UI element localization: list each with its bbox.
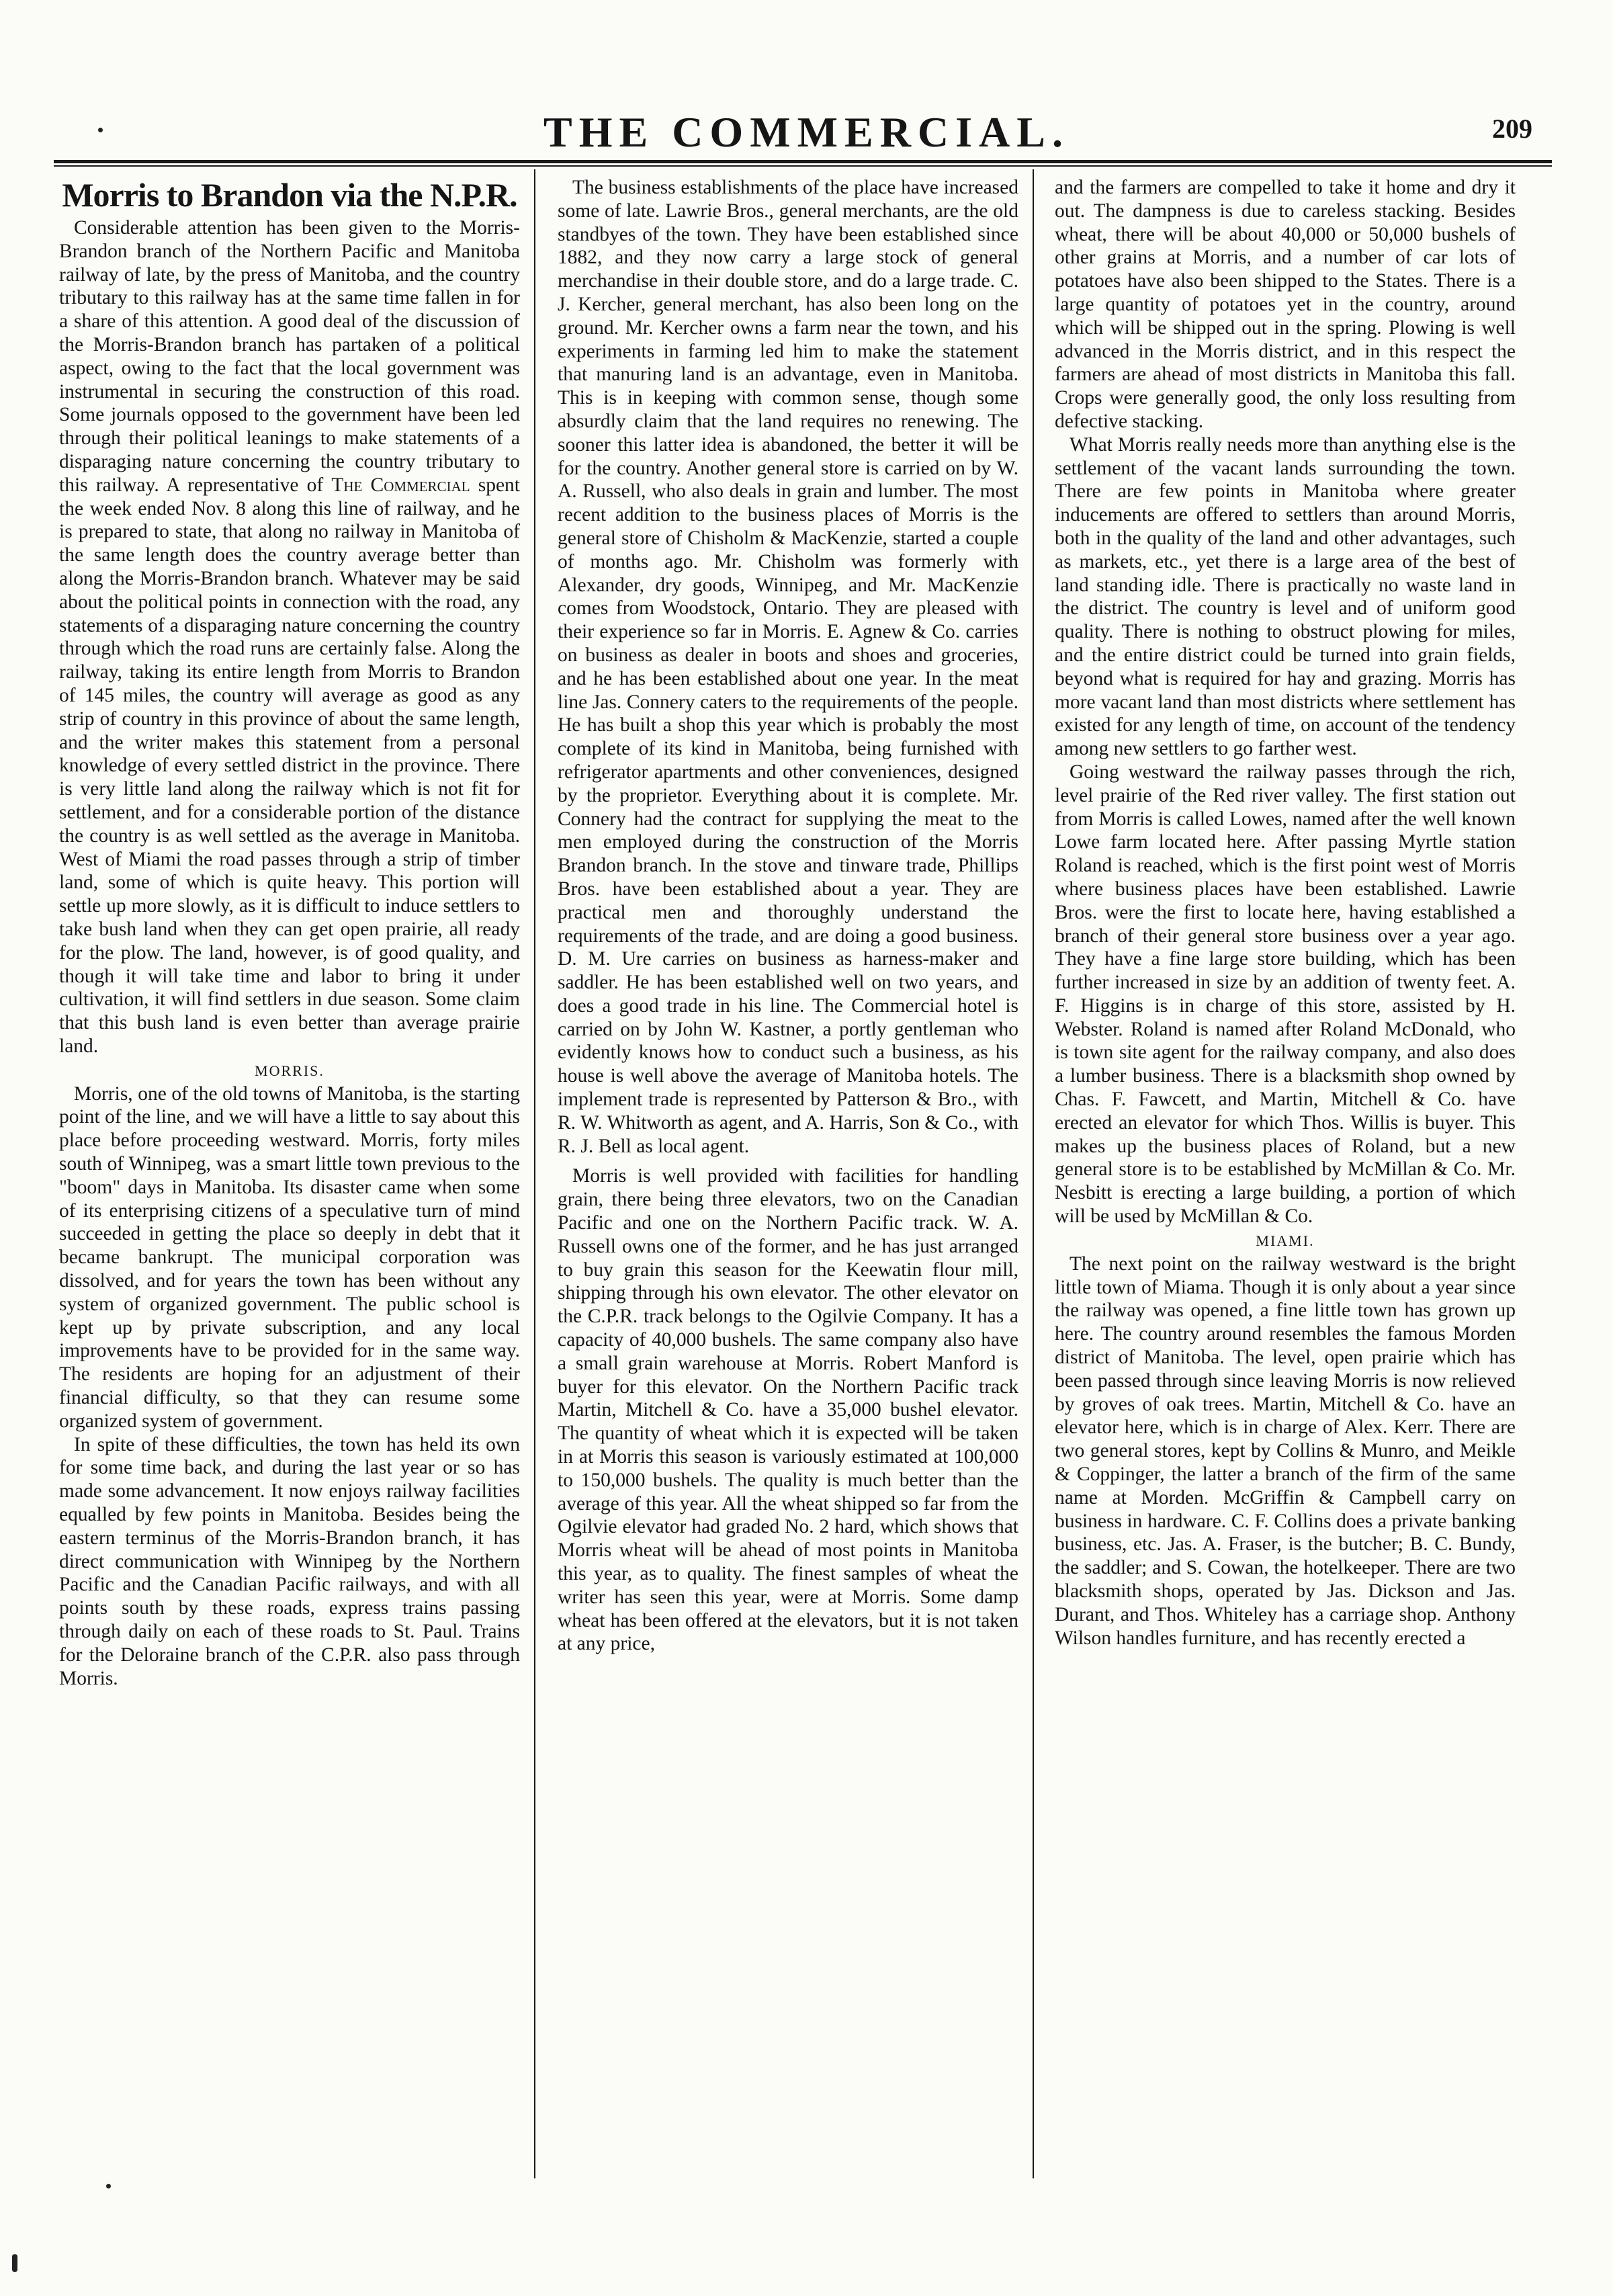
header-rule-thin [54,165,1552,167]
article-title: Morris to Brandon via the N.P.R. [62,176,517,214]
paragraph: What Morris really needs more than anything else is the settlement of the vacant lands surrounding the town. There are few points in Manitoba where greater inducements are offered to settlers than around Morris, both in the quality of the land and other advantages, such as markets, etc., yet there is a large area of the best of land standing idle. There is practically no waste land in the district. The country is level and of uniform good quality. There is nothing to obstruct plowing for miles, and the entire district could be turned into grain fields, beyond what is required for hay and grazing. Morris has more vacant land than most districts where settlement has existed for any length of time, on account of the tendency among new settlers to go farther west. [1055,433,1516,760]
column-1 [59,176,520,2199]
paragraph: The next point on the railway westward is the bright little town of Miama. Though it is only about a year since the railway was opened, a fine little town has grown up here. The country around resembles the famous Morden district of Manitoba. The level, open prairie which has been passed through since leaving Morris is now relieved by groves of oak trees. Martin, Mitchell & Co. have an elevator here, which is in charge of Alex. Kerr. There are two general stores, kept by Collins & Munro, and Meikle & Coppinger, the latter a branch of the firm of the same name at Morden. McGriffin & Campbell carry on business in hardware. C. F. Collins does a private banking business, etc. Jas. A. Fraser, is the butcher; B. C. Bundy, the saddler; and S. Cowan, the hotelkeeper. There are two blacksmith shops, operated by Jas. Dickson and Jas. Durant, and Thos. Whiteley has a carriage shop. Anthony Wilson handles furniture, and has recently erected a [1055,1252,1516,1649]
paragraph: The business establishments of the place have increased some of late. Lawrie Bros., general merchants, are the old standbyes of the town. They have been established since 1882, and they now carry a large stock of general merchandise in their double store, and do a large trade. C. J. Kercher, general merchant, has also been long on the ground. Mr. Kercher owns a farm near the town, and his experiments in farming led him to make the statement that manuring land is an advantage, even in Manitoba. This is in keeping with common sense, though some absurdly claim that the land requires no renewing. The sooner this latter idea is abandoned, the better it will be for the country. Another general store is carried on by W. A. Russell, who also deals in grain and lumber. The most recent addition to the business places of Morris is the general store of Chisholm & MacKenzie, started a couple of months ago. Mr. Chisholm was formerly with Alexander, dry goods, Winnipeg, and Mr. MacKenzie comes from Woodstock, Ontario. They are pleased with their experience so far in Morris. E. Agnew & Co. carries on business as dealer in boots and shoes and groceries, and he has been established about one year. In the meat line Jas. Connery caters to the requirements of the people. He has built a shop this year which is probably the most complete of its kind in Manitoba, being furnished with refrigerator apartments and other conveniences, designed by the proprietor. Everything about it is complete. Mr. Connery had the contract for supplying the meat to the men employed during the construction of the Morris Brandon branch. In the stove and tinware trade, Phillips Bros. have been established about a year. They are practical men and thoroughly understand the requirements of the trade, and are doing a good business. D. M. Ure carries on business as harness-maker and saddler. He has been established well on two years, and does a good trade in his line. The Commercial hotel is carried on by John W. Kastner, a portly gentleman who evidently knows how to conduct such a business, as his house is well above the average of Manitoba hotels. The implement trade is represented by Patterson & Bro., with R. W. Whitworth as agent, and A. Harris, Son & Co., with R. J. Bell as local agent. [558,177,1018,1157]
column-2 [558,176,1018,2199]
paragraph: In spite of these difficulties, the town has held its own for some time back, and during the last year or so has made some advancement. It now enjoys railway facilities equalled by few points in Manitoba. Besides being the eastern terminus of the Morris-Brandon branch, it has direct communication with Winnipeg by the Northern Pacific and the Canadian Pacific railways, and with all points south by these roads, express trains passing through daily on each of these roads to St. Paul. Trains for the Deloraine branch of the C.P.R. also pass through Morris. [59,1433,520,1689]
print-speck [12,2254,17,2272]
paragraph: Morris is well provided with facilities for handling grain, there being three elevators, two on the Canadian Pacific and one on the Northern Pacific track. W. A. Russell owns one of the former, and he has just arranged to buy grain this season for the Keewatin flour mill, shipping through his own elevator. The other elevator on the C.P.R. track belongs to the Ogilvie Company. It has a capacity of 40,000 bushels. The same company also have a small grain warehouse at Morris. Robert Manford is buyer for this elevator. On the Northern Pacific track Martin, Mitchell & Co. have a 35,000 bushel elevator. The quantity of wheat which it is expected will be taken in at Morris this season is variously estimated at 100,000 to 150,000 bushels. The quality is much better than the average of this year. All the wheat shipped so far from the Ogilvie elevator had graded No. 2 hard, which shows that Morris wheat will be ahead of most points in Manitoba this year, as to quality. The finest samples of wheat the writer has seen this year, were at Morris. Some damp wheat has been offered at the elevators, but it is not taken at any price, [558,1165,1018,1655]
column-3 [1055,176,1516,2199]
masthead: THE COMMERCIAL. [543,108,1070,156]
section-heading-morris: MORRIS. [255,1062,324,1079]
paragraph: Considerable attention has been given to the Morris-Brandon branch of the Northern Pacific and Manitoba railway of late, by the press of Manitoba, and the country tributary to this railway has at the same time fallen in for a share of this attention. A good deal of the discussion of the Morris-Brandon branch has partaken of a political aspect, owing to the fact that the local government was instrumental in securing the construction of this road. Some journals opposed to the government have been led through their political leanings to make statements of a disparaging nature concerning the country tributary to this railway. A representative of The Commercial spent the week ended Nov. 8 along this line of railway, and he is prepared to state, that along no railway in Manitoba of the same length does the country average better than along the Morris-Brandon branch. Whatever may be said about the political points in connection with the road, any statements of a disparaging nature concerning the country through which the road runs are certainly false. Along the railway, taking its entire length from Morris to Brandon of 145 miles, the country will average as good as any strip of country in this province of about the same length, and the writer makes this statement from a personal knowledge of every settled district in the province. There is very little land along the railway which is not fit for settlement, and for a considerable portion of the distance the country is as well settled as the average in Manitoba. West of Miami the road passes through a strip of timber land, some of which is quite heavy. This portion will settle up more slowly, as it is difficult to induce settlers to take bush land when they can get open prairie, all ready for the plow. The land, however, is of good quality, and though it will take time and labor to bring it under cultivation, it will find settlers in due season. Some claim that this bush land is even better than average prairie land. [59,217,520,1057]
paragraph: Morris, one of the old towns of Manitoba, is the starting point of the line, and we will have a little to say about this place before proceeding westward. Morris, forty miles south of Winnipeg, was a smart little town previous to the "boom" days in Manitoba. Its disaster came when some of its enterprising citizens of a speculative turn of mind succeeded in getting the place so deeply in debt that it became bankrupt. The municipal corporation was dissolved, and for years the town has been without any system of organized government. The public school is kept up by private subscription, and any local improvements have to be provided for in the same way. The residents are hoping for an adjustment of their financial difficulty, so that they can resume some organized system of government. [59,1082,520,1432]
column-divider [1033,169,1034,2178]
page-number: 209 [1492,114,1532,144]
column-divider [534,169,535,2178]
header-rule [54,160,1552,163]
paragraph: and the farmers are compelled to take it home and dry it out. The dampness is due to careless stacking. Besides wheat, there will be about 40,000 or 50,000 bushels of other grains at Morris, and a number of car lots of potatoes have also been shipped to the States. There is a large quantity of potatoes yet in the country, around which will be shipped out in the spring. Plowing is well advanced in the Morris district, and in this respect the farmers are ahead of most districts in Manitoba this fall. Crops were generally good, the only loss resulting from defective stacking. [1055,177,1516,432]
section-heading-miami: MIAMI. [1256,1232,1315,1249]
paragraph: Going westward the railway passes through the rich, level prairie of the Red river valley. The first station out from Morris is called Lowes, named after the well known Lowe farm located here. After passing Myrtle station Roland is reached, which is the first point west of Morris where business places have been established. Lawrie Bros. were the first to locate here, having established a branch of their general store business over a year ago. They have a fine large store building, which has been further increased in size by an addition of twenty feet. A. F. Higgins is in charge of this store, assisted by H. Webster. Roland is named after Roland McDonald, who is town site agent for the railway company, and also does a lumber business. There is a blacksmith shop owned by Chas. F. Fawcett, and Martin, Mitchell & Co. have erected an elevator for which Thos. Willis is buyer. This makes up the business places of Roland, but a new general store is to be established by McMillan & Co. Mr. Nesbitt is erecting a large building, a portion of which will be used by McMillan & Co. [1055,761,1516,1228]
